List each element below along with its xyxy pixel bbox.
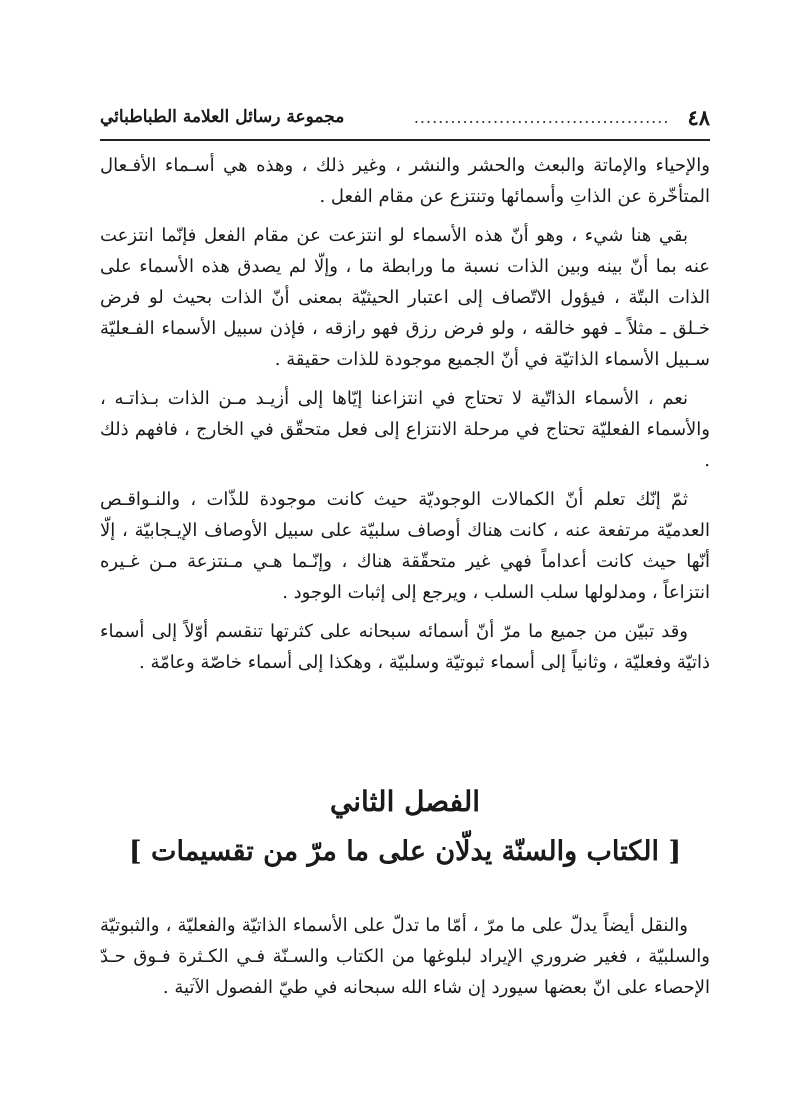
paragraph-5: وقد تبيّن من جميع ما مرّ أنّ أسمائه سبحانه على كثرتها تنقسم أوّلاً إلى أسماء ذاتيّة وفعليّة ، وثانياً إلى أسماء ثبوتيّة وسلبيّة ، وهكذا إلى أسماء خاصّة وعامّة . [100, 621, 710, 673]
paragraph-3: نعم ، الأسماء الذاتّية لا تحتاج في انتزاعنا إيّاها إلى أزيـد مـن الذات بـذاتـه ، والأسماء الفعليّة تحتاج في مرحلة الانتزاع إلى فعل متحقّق في الخارج ، فافهم ذلك . [100, 388, 710, 471]
paragraph-2: بقي هنا شيء ، وهو أنّ هذه الأسماء لو انتزعت عن مقام الفعل فإنّما انتزعت عنه بما أنّ بينه وبين الذات نسبة ما ورابطة ما ، وإلّا لم يصدق هذه الأسماء على الذات البتّة ، فيؤول الاتّصاف إلى اعتبار الحيثيّة بمعنى أنّ الذات بحيث لو فرض خـلق ـ مثلاً ـ فهو خالقه ، ولو فرض رزق فهو رازقه ، فإذن سبيل الأسماء الفـعليّة سـبيل الأسماء الذاتيّة في أنّ الجميع موجودة للذات حقيقة . [100, 225, 710, 370]
section-text [100, 910, 710, 1003]
header-rule [100, 139, 710, 141]
chapter-title: الفصل الثاني [329, 785, 481, 818]
running-header [100, 100, 710, 134]
chapter-heading [100, 780, 710, 874]
page-number: ٤٨ [687, 104, 710, 130]
header-dot-leader: .......................................... [413, 107, 670, 127]
section-paragraph: والنقل أيضاً يدلّ على ما مرّ ، أمّا ما تدلّ على الأسماء الذاتيّة والفعليّة ، والثبوتيّة والسلبيّة ، فغير ضروري الإيراد لبلوغها من الكتاب والسـنّة فـي الكـثرة فـوق حـدّ الإحصاء على انّ بعضها سيورد إن شاء الله سبحانه في طيّ الفصول الآتية . [100, 915, 710, 998]
main-text [100, 150, 710, 686]
book-title: مجموعة رسائل العلامة الطباطبائي [100, 107, 345, 127]
chapter-subtitle: [ الكتاب والسنّة يدلّان على ما مرّ من تقسيمات ] [128, 836, 682, 867]
paragraph-1: والإحياء والإماتة والبعث والحشر والنشر ، وغير ذلك ، وهذه هي أسـماء الأفـعال المتأخّرة عن الذاتِ وأسمائها وتنتزع عن مقام الفعل . [100, 155, 710, 207]
paragraph-4: ثمّ إنّك تعلم أنّ الكمالات الوجوديّة حيث كانت موجودة للذّات ، والنـواقـص العدميّة مرتفعة عنه ، كانت هناك أوصاف سلبيّة على سبيل الأوصاف الإيـجابيّة ، إلّا أنّها حيث كانت أعداماً فهي غير متحقّقة هناك ، وإنّـما هـي مـنتزعة مـن غـيره انتزاعاً ، ومدلولها سلب السلب ، ويرجع إلى إثبات الوجود . [100, 489, 710, 603]
